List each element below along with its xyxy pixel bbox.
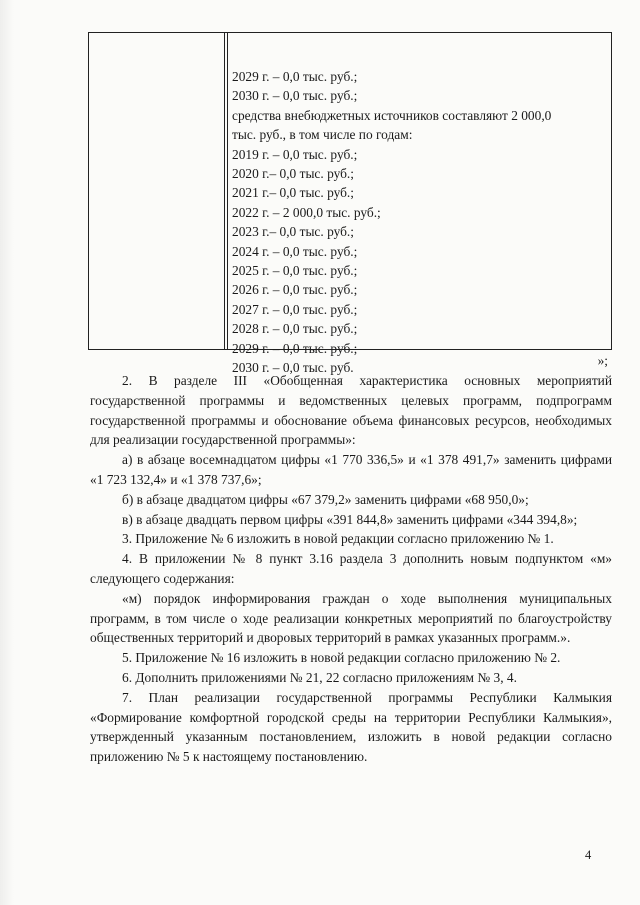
table-line: 2023 г.– 0,0 тыс. руб.;	[232, 224, 354, 240]
paragraph-subitem-m: «м) порядок информирования граждан о ходе выполнения муниципальных программ, в том числе о ходе реализации конкретных мероприятий по благоустройству общественных территорий и дворовых территорий в рамках указанных программ.».	[90, 590, 612, 646]
paragraph-3: 3. Приложение № 6 изложить в новой редакции согласно приложению № 1.	[122, 531, 554, 547]
table-line: 2021 г.– 0,0 тыс. руб.;	[232, 185, 354, 201]
paragraph-item-b: б) в абзаце двадцатом цифры «67 379,2» заменить цифрами «68 950,0»;	[122, 491, 529, 507]
table-line: 2024 г. – 0,0 тыс. руб.;	[232, 243, 358, 259]
table-line: 2026 г. – 0,0 тыс. руб.;	[232, 282, 358, 298]
paragraph-item-a: а) в абзаце восемнадцатом цифры «1 770 336,5» и «1 378 491,7» заменить цифрами «1 723 132,4» и «1 378 737,6»;	[90, 452, 612, 487]
document-body	[90, 371, 612, 767]
table-line: 2020 г.– 0,0 тыс. руб.;	[232, 166, 354, 182]
table-line: 2027 г. – 0,0 тыс. руб.;	[232, 301, 358, 317]
table-line: 2028 г. – 0,0 тыс. руб.;	[232, 321, 358, 337]
table-column-divider	[224, 33, 225, 349]
paragraph-section-3: 2. В разделе III «Обобщенная характеристика основных мероприятий государственной программы и ведомственных целевых программ, подпрограмм государственной программы и обоснование объема финансовых ресурсов, необходимых для реализации государственной программы»:	[90, 373, 612, 448]
table-line: средства внебюджетных источников составляют 2 000,0	[232, 107, 552, 123]
table-line: 2022 г. – 2 000,0 тыс. руб.;	[232, 204, 381, 220]
table-line: тыс. руб., в том числе по годам:	[232, 127, 413, 143]
paragraph-6: 6. Дополнить приложениями № 21, 22 согласно приложениям № 3, 4.	[122, 669, 517, 685]
paragraph-item-v: в) в абзаце двадцать первом цифры «391 844,8» заменить цифрами «344 394,8»;	[122, 511, 578, 527]
page-number: 4	[585, 848, 592, 862]
paragraph-4: 4. В приложении № 8 пункт 3.16 раздела 3 дополнить новым подпунктом «м» следующего содержания:	[90, 551, 612, 586]
table-line: 2025 г. – 0,0 тыс. руб.;	[232, 263, 358, 279]
funding-table	[88, 32, 612, 376]
closing-quote: »;	[597, 353, 608, 368]
table-line: 2029 г. – 0,0 тыс. руб.;	[232, 340, 358, 356]
paragraph-7: 7. План реализации государственной программы Республики Калмыкия «Формирование комфортной городской среды на территории Республики Калмыкия», утвержденный указанным постановлением, изложить в новой редакции согласно приложению № 5 к настоящему постановлению.	[90, 689, 612, 765]
table-line: 2030 г. – 0,0 тыс. руб.;	[232, 88, 358, 104]
table-column-divider	[227, 33, 228, 349]
table-line: 2019 г. – 0,0 тыс. руб.;	[232, 146, 358, 162]
paragraph-5: 5. Приложение № 16 изложить в новой редакции согласно приложению № 2.	[122, 650, 561, 666]
scan-edge	[0, 0, 14, 905]
table-cell-funding	[232, 67, 603, 378]
table-line: 2030 г. – 0,0 тыс. руб.	[232, 360, 354, 376]
table-line: 2029 г. – 0,0 тыс. руб.;	[232, 69, 358, 84]
